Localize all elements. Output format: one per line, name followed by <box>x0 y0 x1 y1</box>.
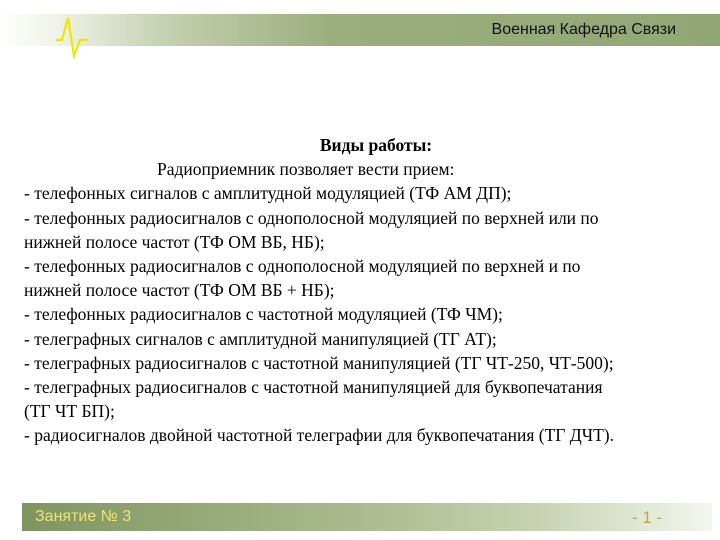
list-item: - телефонных радиосигналов с однополосной модуляцией по верхней и по <box>24 256 581 277</box>
list-item: нижней полосе частот (ТФ ОМ ВБ, НБ); <box>24 231 325 252</box>
list-item: - телефонных сигналов с амплитудной модуляцией (ТФ АМ ДП); <box>24 183 512 204</box>
list-item: нижней полосе частот (ТФ ОМ ВБ + НБ); <box>24 280 335 301</box>
page-number: - 1 - <box>632 508 663 527</box>
list-item: - телеграфных радиосигналов с частотной манипуляцией для буквопечатания <box>24 377 603 398</box>
list-item: - телефонных радиосигналов с частотной модуляцией (ТФ ЧМ); <box>24 304 503 325</box>
header-title: Военная Кафедра Связи <box>491 21 676 38</box>
signal-wave-icon <box>55 6 89 60</box>
slide-title: Виды работы: <box>319 135 433 155</box>
list-item: - телефонных радиосигналов с однополосной модуляцией по верхней или по <box>24 207 599 228</box>
list-item: - телеграфных сигналов с амплитудной манипуляцией (ТГ АТ); <box>24 328 497 349</box>
list-item: - телеграфных радиосигналов с частотной манипуляцией (ТГ ЧТ-250, ЧТ-500); <box>24 352 614 373</box>
list-item: (ТГ ЧТ БП); <box>24 401 115 422</box>
slide-content <box>24 133 704 448</box>
lesson-number: Занятие № 3 <box>35 508 132 525</box>
slide-intro: Радиоприемник позволяет вести прием: <box>157 159 455 180</box>
list-item: - радиосигналов двойной частотной телеграфии для буквопечатания (ТГ ДЧТ). <box>24 425 614 446</box>
